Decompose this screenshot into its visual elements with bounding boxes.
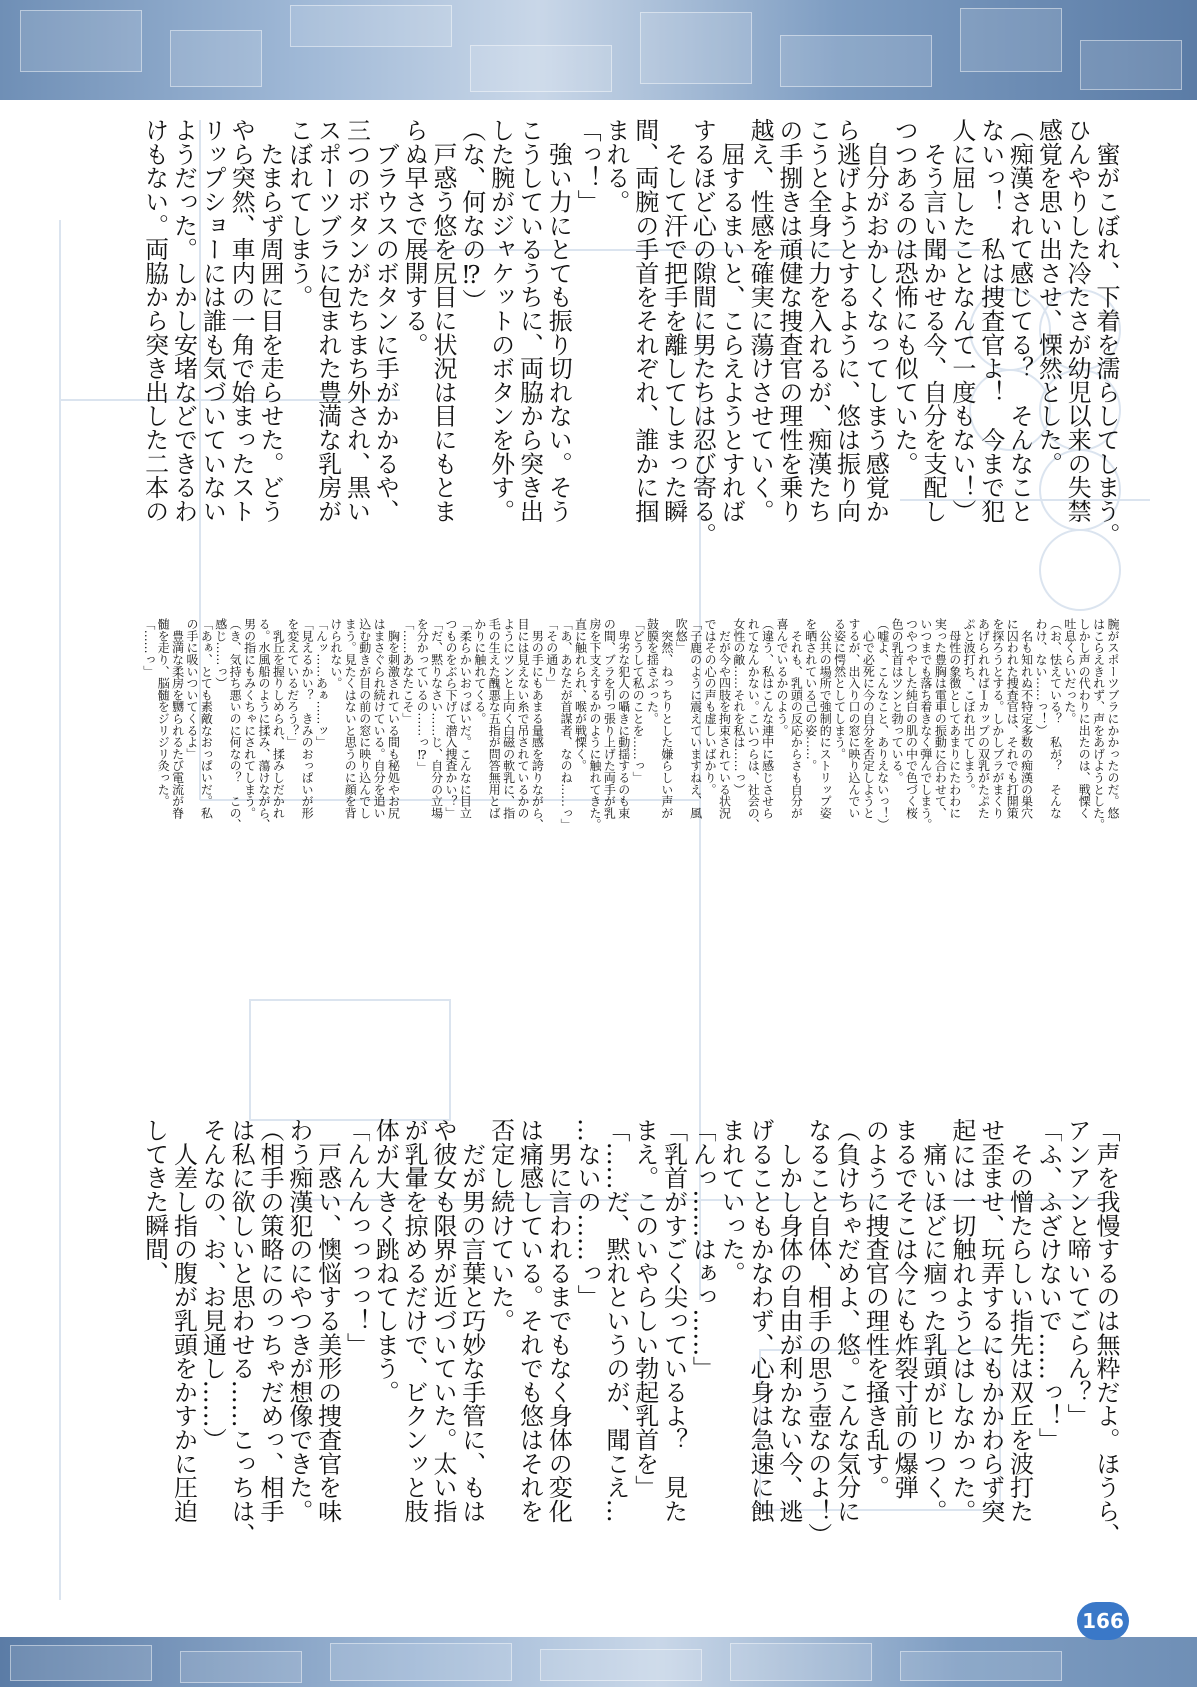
text-column: 感じ……っ）	[213, 618, 228, 689]
text-column: は痛感している。それでも悠はそれを	[515, 1118, 544, 1523]
text-column: （相手の策略にのっちゃだめっ、相手	[255, 1118, 284, 1523]
text-column: 感覚を思い出させ、慄然とした。	[1034, 118, 1063, 476]
text-column: （な、何なの⁉）	[457, 118, 486, 313]
text-column: 屈するまいと、こらえようとすれば	[717, 118, 746, 523]
text-column: やら突然、車内の一角で始まったスト	[227, 118, 256, 523]
text-column: 戸惑い、懊悩する美形の捜査官を味	[313, 1118, 342, 1523]
text-column: や彼女も限界が近づいていた。太い指	[428, 1118, 457, 1523]
text-column: 髄を走り、脳髄をジリジリ灸った。	[156, 618, 171, 807]
text-column: （違う、私はこんな連中に感じさせら	[760, 618, 775, 819]
text-column: 突然、ねっちりとした嫌らしい声が	[659, 618, 674, 819]
text-column: 「あ、あなたが首謀者、なのね……っ」	[559, 618, 574, 831]
text-column: ないっ！ 私は捜査官よ！ 今まで犯	[976, 118, 1005, 523]
footer-decorative-band	[0, 1637, 1197, 1687]
text-column: 否定し続けていた。	[486, 1118, 515, 1333]
text-column: を変えているだろう？」	[285, 618, 300, 748]
text-column: 男に言われるまでもなく身体の変化	[544, 1118, 573, 1523]
text-column: （負けちゃだめよ、悠。こんな気分に	[832, 1118, 861, 1523]
text-column: はこらえきれず、声をあげようとした。	[1091, 618, 1106, 831]
text-column: なること自体、相手の思う壺なのよ！）	[803, 1118, 832, 1547]
text-column: つものをぶら下げて潜入捜査かい？」	[444, 618, 459, 819]
text-column: 実った豊胸は電車の振動に合わせて、	[933, 618, 948, 819]
text-column: するが、出入り口の窓に映り込んでい	[846, 618, 861, 819]
text-column: の間、ブラを引っ張り上げた両手が乳	[602, 618, 617, 819]
text-column: それも、乳頭の反応からさも自分が	[789, 618, 804, 819]
text-column: わけ、ない……っ！）	[1034, 618, 1049, 737]
text-column: ブラウスのボタンに手がかかるや、	[371, 118, 400, 523]
text-column: した腕がジャケットのボタンを外す。	[486, 118, 515, 523]
text-column: そう言い聞かせる今、自分を支配し	[919, 118, 948, 523]
text-column: の手捌きは頑健な捜査官の理性を乗り	[774, 118, 803, 523]
text-column: 「っ！」	[573, 118, 602, 214]
text-column: …ないの……っ」	[573, 1118, 602, 1309]
text-column: ではその心の声も虚しいばかり。	[703, 618, 718, 796]
text-column: ひんやりした冷たさが幼児以来の失禁	[1063, 118, 1092, 523]
text-column: に囚われた捜査官は、それでも打開策	[1005, 618, 1020, 819]
text-column: 体が大きく跳ねてしまう。	[371, 1118, 400, 1404]
page-number-badge: 166	[1077, 1602, 1129, 1640]
text-column: 「声を我慢するのは無粋だよ。ほうら、	[1092, 1118, 1120, 1547]
text-column: 目には見えない糸で吊されているかの	[515, 618, 530, 819]
text-column: 「だ、黙りなさい……じ、自分の立場	[429, 618, 444, 819]
text-block-1	[140, 118, 1120, 606]
text-column: 「どうして私のことを……っ」	[631, 618, 646, 784]
text-column: 色の乳首はツンと勃っている。	[890, 618, 905, 784]
text-column: は私に欲しいと思わせる……こっちは、	[227, 1118, 256, 1547]
text-column: ぷと波打ち、こぼれ出てしまう。	[962, 618, 977, 796]
text-column: 母性の象徴としてあまりにたわわに	[947, 618, 962, 819]
text-column: （お、怯えている？ 私が？ そんな	[1048, 618, 1063, 819]
text-column: （嘘よ、こんなこと、ありえないっ！）	[875, 618, 890, 831]
text-column: けもない。両脇から突き出した二本の	[140, 118, 169, 523]
text-column: れてなんかない。こいつらは、社会の、	[746, 618, 761, 831]
text-column: 豊満な柔房を嬲られるたび電流が脊	[170, 618, 185, 819]
text-column: リップショーには誰も気づいていない	[198, 118, 227, 523]
text-column: ようにツンと上向く白磁の軟乳に、指	[501, 618, 516, 819]
text-column: 込む動きが目の前の窓に映り込んでし	[357, 618, 372, 819]
text-column: 女性の敵……それを私は……っ）	[731, 618, 746, 796]
text-column: まれる。	[601, 118, 630, 214]
text-column: 鼓膜を揺さぶった。	[645, 618, 660, 725]
text-column: 卑劣な犯人の囁きに動揺するのも束	[616, 618, 631, 819]
text-column: 痛いほどに痼った乳頭がヒリつく。	[919, 1118, 948, 1523]
text-column: 戸惑う悠を尻目に状況は目にもとま	[428, 118, 457, 523]
text-column: 毛の生えた醜悪な五指が問答無用とば	[487, 618, 502, 819]
text-column: 三つのボタンがたちまち外され、黒い	[342, 118, 371, 523]
text-column: まれていった。	[717, 1118, 746, 1285]
text-column: 間、両腕の手首をそれぞれ、誰かに掴	[630, 118, 659, 523]
text-column: 「その通り」	[544, 618, 559, 689]
text-column: 男の手にもあまる量感を誇りながら、	[530, 618, 545, 831]
text-column: 「……あなたこそ」	[400, 618, 415, 725]
text-column: らぬ早さで展開する。	[400, 118, 429, 357]
text-column: 「あぁ、とても素敵なおっぱいだ。私	[199, 618, 214, 819]
text-column: たまらず周囲に目を走らせた。どう	[255, 118, 284, 523]
text-column: を晒されている己の姿……。	[803, 618, 818, 772]
text-column: してきた瞬間、	[140, 1118, 169, 1285]
text-column: 「柔らかいおっぱいだ。こんなに目立	[458, 618, 473, 819]
text-column: げることもかなわず、心身は急速に蝕	[746, 1118, 775, 1523]
text-column: つつあるのは恐怖にも似ていた。	[890, 118, 919, 476]
text-column: 「……っ」	[141, 618, 156, 678]
text-column: 喜んでいるかのよう。	[775, 618, 790, 737]
text-column: 起には一切触れようとはしなかった。	[947, 1118, 976, 1523]
text-column: る姿に愕然としてしまう。	[832, 618, 847, 760]
text-column: その憎たらしい指先は双丘を波打た	[1005, 1118, 1034, 1523]
text-column: わう痴漢犯のにやつきが想像できた。	[284, 1118, 313, 1523]
text-column: かりに触れてくる。	[472, 618, 487, 725]
text-column: いつまでも落ち着きなく弾んでしまう。	[918, 618, 933, 831]
text-column: 公共の場所で強制的にストリップ姿	[818, 618, 833, 819]
text-column: る。水風船のように揉み、蕩けながら、	[256, 618, 271, 831]
text-column: けられない。	[328, 618, 343, 689]
text-column: こうしているうちに、両脇から突き出	[515, 118, 544, 523]
text-column: ら逃げようとするように、悠は振り向	[832, 118, 861, 523]
text-column: 名も知れぬ不特定多数の痴漢の巣穴	[1019, 618, 1034, 819]
text-column: 胸を刺激されている間も秘処やお尻	[386, 618, 401, 819]
text-column: アンアンと啼いてごらん？」	[1063, 1118, 1092, 1428]
text-column: 男の指にもみくちゃにされてしまう。	[242, 618, 257, 819]
text-column: 「ふ、ふざけないで……っ！」	[1034, 1118, 1063, 1452]
text-column: そんなの、お、お見通し……）	[198, 1118, 227, 1452]
text-column: だが男の言葉と巧妙な手管に、もは	[457, 1118, 486, 1523]
text-column: を分かっているの……っ⁉」	[415, 618, 430, 774]
text-column: こぼれてしまう。	[284, 118, 313, 309]
text-column: はまさぐられ続けている。自分を追い	[372, 618, 387, 819]
text-column: 人に屈したことなんて一度もない！）	[947, 118, 976, 523]
text-column: 蜜がこぼれ、下着を濡らしてしまう。	[1092, 118, 1120, 547]
text-column: 吐息くらいだった。	[1062, 618, 1077, 725]
text-column: 心で必死に今の自分を否定しようと	[861, 618, 876, 819]
text-column: が乳暈を掠めるだけで、ビクンッと肢	[400, 1118, 429, 1523]
text-column: まう。見たくはないと思うのに顔を背	[343, 618, 358, 819]
text-column: 腕がスポーツブラにかかったのだ。悠	[1106, 618, 1120, 819]
text-column: 「んッ……あぁ……ッ」	[314, 618, 329, 748]
text-column: 直に触れられ、喉が戦慄く。	[573, 618, 588, 772]
text-column: あげられればＩカップの双乳がたぷた	[976, 618, 991, 819]
text-column: まえ。このいやらしい勃起乳首を」	[630, 1118, 659, 1499]
text-column: 「見えるかい？ きみのおっぱいが形	[300, 618, 315, 819]
text-column: のように捜査官の理性を掻き乱す。	[861, 1118, 890, 1499]
text-column: （き、気持ち悪いのに何なの？ この、	[228, 618, 243, 831]
text-column: 吹悠」	[674, 618, 689, 654]
header-decorative-band	[0, 0, 1197, 100]
vertical-text-body	[140, 118, 1120, 1628]
text-column: （痴漢されて感じてる？ そんなこと	[1005, 118, 1034, 523]
text-column: 「乳首がすごく尖っているよ？ 見た	[659, 1118, 688, 1523]
text-column: 「んっ……はぁっ……」	[688, 1118, 717, 1380]
text-column: 人差し指の腹が乳頭をかすかに圧迫	[169, 1118, 198, 1523]
text-column: 「子鹿のように震えていますねえ、風	[688, 618, 703, 819]
text-block-2	[140, 618, 1120, 1106]
text-column: だが今や四肢を拘束されている状況	[717, 618, 732, 819]
text-column: するほど心の隙間に男たちは忍び寄る。	[688, 118, 717, 547]
text-column: 房を下支えするかのように触れてきた。	[587, 618, 602, 831]
text-column: そして汗で把手を離してしまった瞬	[659, 118, 688, 523]
text-column: 強い力にとても振り切れない。そう	[544, 118, 573, 523]
text-column: スポーツブラに包まれた豊満な乳房が	[313, 118, 342, 523]
text-column: 乳丘を握りしめられ、揉みしだかれ	[271, 618, 286, 819]
text-column: ようだった。しかし安堵などできるわ	[169, 118, 198, 523]
text-column: の手に吸いついてくるよ」	[185, 618, 199, 760]
text-column: まるでそこは今にも炸裂寸前の爆弾	[890, 1118, 919, 1499]
text-block-3	[140, 1118, 1120, 1606]
text-column: こうと全身に力を入れるが、痴漢たち	[803, 118, 832, 523]
text-column: つやつやした純白の肌の中で色づく桜	[904, 618, 919, 819]
text-column: しかし身体の自由が利かない今、逃	[774, 1118, 803, 1523]
text-column: 「んんんっっっっ！」	[342, 1118, 371, 1357]
text-column: せ歪ませ、玩弄するにもかかわらず突	[976, 1118, 1005, 1523]
text-column: しかし声の代わりに出たのは、戦慄く	[1077, 618, 1092, 819]
text-column: 自分がおかしくなってしまう感覚か	[861, 118, 890, 523]
text-column: を探ろうとする。しかしブラがまくり	[990, 618, 1005, 819]
text-column: 越え、性感を確実に蕩けさせていく。	[746, 118, 775, 523]
text-column: 「……だ、黙れというのが、聞こえ…	[601, 1118, 630, 1523]
